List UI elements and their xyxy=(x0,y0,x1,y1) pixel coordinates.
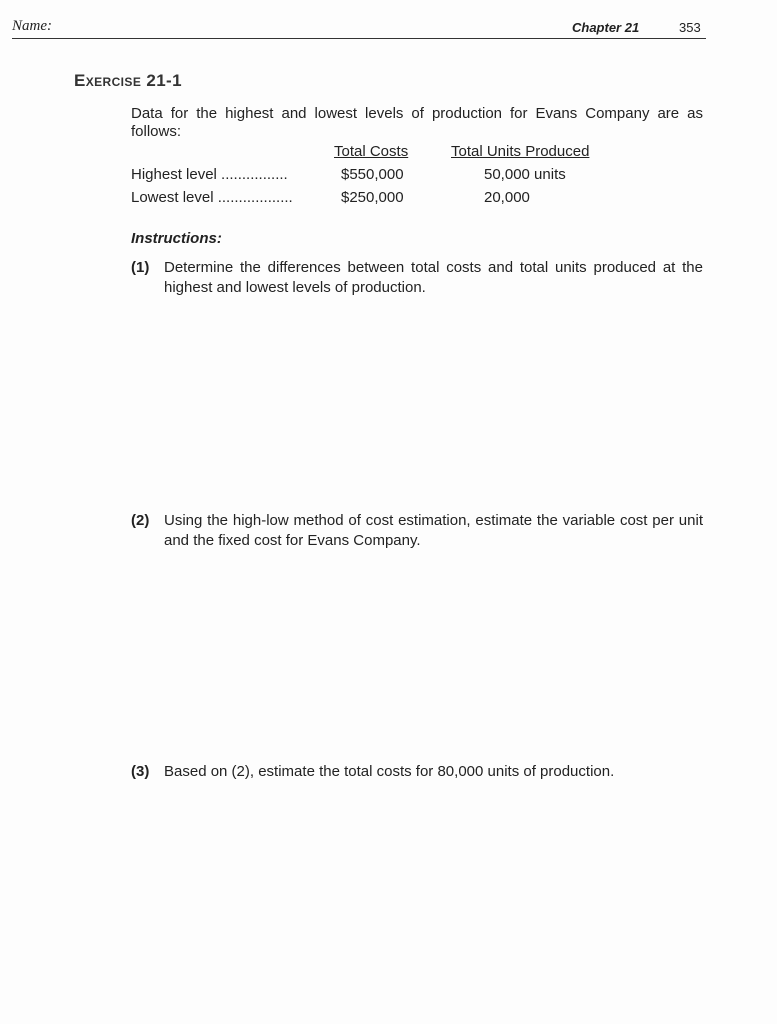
chapter-label: Chapter 21 xyxy=(572,20,640,35)
instruction-item-3 xyxy=(131,762,703,782)
highest-total-costs: $550,000 xyxy=(341,166,404,183)
exercise-title: Exercise 21-1 xyxy=(74,71,182,90)
row-label-lowest: Lowest level .................. xyxy=(131,189,293,206)
instruction-item-2 xyxy=(131,511,703,551)
row-label-highest: Highest level ................ xyxy=(131,166,288,183)
instruction-number: (1) xyxy=(131,259,150,276)
lowest-total-costs: $250,000 xyxy=(341,189,404,206)
column-header-total-units: Total Units Produced xyxy=(451,143,590,160)
instructions-heading: Instructions: xyxy=(131,230,222,247)
name-label: Name: xyxy=(12,18,52,34)
page-header xyxy=(12,18,706,39)
instruction-text: Determine the differences between total costs and total units produced at the highest and lowest levels of production. xyxy=(164,259,703,296)
instruction-text: Using the high-low method of cost estimation, estimate the variable cost per unit and the fixed cost for Evans Company. xyxy=(164,512,703,549)
instruction-number: (2) xyxy=(131,512,150,529)
page-number: 353 xyxy=(679,20,701,35)
instruction-number: (3) xyxy=(131,763,150,780)
instruction-item-1 xyxy=(131,258,703,298)
column-header-total-costs: Total Costs xyxy=(334,143,409,160)
lowest-total-units: 20,000 xyxy=(484,189,530,206)
highest-total-units: 50,000 units xyxy=(484,166,566,183)
instruction-text: Based on (2), estimate the total costs for 80,000 units of production. xyxy=(164,763,615,780)
exercise-intro: Data for the highest and lowest levels of production for Evans Company are as follows: xyxy=(131,105,703,140)
